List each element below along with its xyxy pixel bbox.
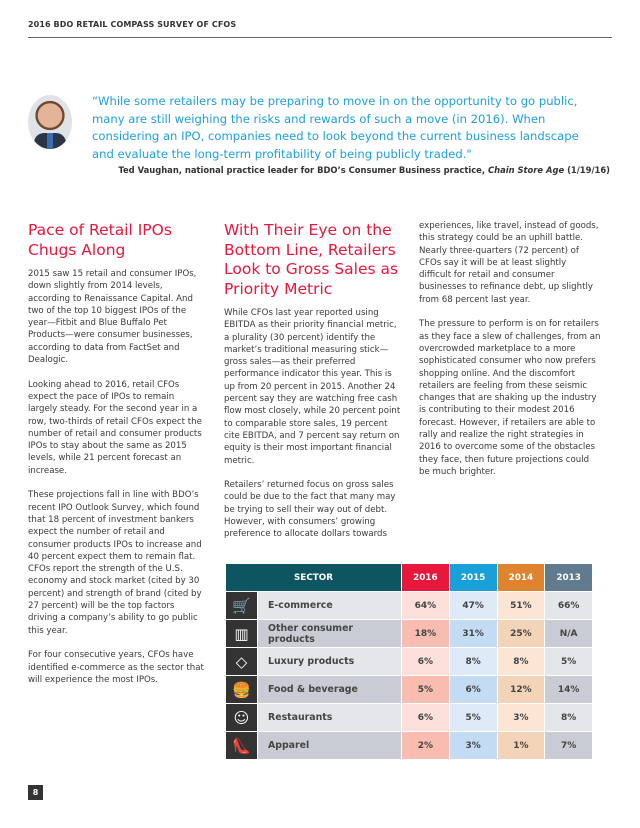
burger-drink-icon: 🍔 xyxy=(226,676,257,703)
value-2014: 3% xyxy=(498,704,545,731)
table-row xyxy=(226,648,592,675)
section-heading: Pace of Retail IPOs Chugs Along xyxy=(28,221,172,259)
column-ipos xyxy=(28,221,206,698)
speaker-photo xyxy=(28,95,72,149)
barcode-icon: ▥ xyxy=(226,620,257,647)
value-2015: 3% xyxy=(450,732,497,759)
sector-name: Restaurants xyxy=(258,704,401,731)
value-2014: 1% xyxy=(498,732,545,759)
value-2016: 18% xyxy=(402,620,449,647)
table-row xyxy=(226,592,592,619)
value-2014: 51% xyxy=(498,592,545,619)
paragraph: The pressure to perform is on for retailers as they face a slew of challenges, from an overcrowded marketplace to a more sophisticated consumer who now prefers shopping online. And the discomfort retailers are feeling from these seismic changes that are shaking up the industry is contributing to their modest 2016 forecast. However, if retailers are able to rally and realize the right strategies in 2016 to overcome some of the obstacles they face, then future projections could be much brighter. xyxy=(419,319,601,477)
paragraph: experiences, like travel, instead of goods, this strategy could be an uphill battle. Nearly three-quarters (72 percent) of CFOs say it will be at least slightly difficult for retail and consumer businesses to refinance debt, up slightly from 68 percent last year. xyxy=(419,221,599,305)
paragraph: 2015 saw 15 retail and consumer IPOs, down slightly from 2014 levels, according to Renaissance Capital. And two of the top 10 biggest IPOs of the year—Fitbit and Blue Buffalo Pet Products—were consumer businesses, according to data from FactSet and Dealogic. xyxy=(28,269,197,366)
value-2016: 2% xyxy=(402,732,449,759)
paragraph: Looking ahead to 2016, retail CFOs expect the pace of IPOs to remain largely steady. For the second year in a row, two-thirds of retail CFOs expect the number of retail and consumer products IPOs to stay about the same as 2015 levels, while 21 percent forecast an increase. xyxy=(28,379,202,476)
running-header: 2016 BDO RETAIL COMPASS SURVEY OF CFOS xyxy=(28,20,237,29)
paragraph: While CFOs last year reported using EBITDA as their priority financial metric, a plurality (30 percent) identify the market’s traditional measuring stick—gross sales—as their preferred performance indicator this year. This is up from 20 percent in 2015. Another 24 percent say they are watching free cash flow most closely, while 20 percent point to comparable store sales, 19 percent cite EBITDA, and 7 percent say return on equity is their most important financial metric. xyxy=(224,308,401,466)
sector-name: Apparel xyxy=(258,732,401,759)
shopping-cart-icon: 🛒 xyxy=(226,592,257,619)
paragraph: These projections fall in line with BDO’s recent IPO Outlook Survey, which found that 18 percent of investment bankers expect the number of retail and consumer products IPOs to increase and 40 percent expect them to remain flat. CFOs report the strength of the U.S. economy and stock market (cited by 30 percent) and strength of brand (cited by 27 percent) will be the top factors driving a company’s ability to go public this year. xyxy=(28,490,202,636)
diamond-icon: ◇ xyxy=(226,648,257,675)
paragraph: For four consecutive years, CFOs have identified e-commerce as the sector that will experience the most IPOs. xyxy=(28,650,204,685)
section-heading: With Their Eye on the Bottom Line, Retailers Look to Gross Sales as Priority Metric xyxy=(224,221,399,298)
sector-name: E-commerce xyxy=(258,592,401,619)
value-2016: 64% xyxy=(402,592,449,619)
sector-name: Luxury products xyxy=(258,648,401,675)
value-2013: 5% xyxy=(545,648,592,675)
value-2013: 66% xyxy=(545,592,592,619)
pull-quote: “While some retailers may be preparing to move in on the opportunity to go public, many are still weighing the risks and rewards of such a move (in 2016). When considering an IPO, companies need to look beyond the current business landscape and evaluate the long-term profitability of being publicly traded." xyxy=(92,94,579,161)
value-2015: 47% xyxy=(450,592,497,619)
column-continued xyxy=(419,220,601,491)
value-2013: 7% xyxy=(545,732,592,759)
value-2016: 5% xyxy=(402,676,449,703)
chef-icon: ☺ xyxy=(226,704,257,731)
column-header-2016: 2016 xyxy=(402,564,449,591)
sector-name: Other consumer products xyxy=(258,620,401,647)
value-2014: 8% xyxy=(498,648,545,675)
column-metrics xyxy=(224,221,404,553)
value-2015: 8% xyxy=(450,648,497,675)
value-2013: 8% xyxy=(545,704,592,731)
table-row xyxy=(226,676,592,703)
column-header-2015: 2015 xyxy=(450,564,497,591)
column-header-2014: 2014 xyxy=(498,564,545,591)
table-row xyxy=(226,704,592,731)
high-heel-icon: 👠 xyxy=(226,732,257,759)
header-divider xyxy=(28,37,612,38)
column-header-2013: 2013 xyxy=(545,564,592,591)
sector-name: Food & beverage xyxy=(258,676,401,703)
value-2015: 6% xyxy=(450,676,497,703)
paragraph: Retailers’ returned focus on gross sales could be due to the fact that many may be trying to sell their way out of debt. However, with consumers’ growing preference to allocate dollars towards xyxy=(224,480,396,540)
value-2015: 5% xyxy=(450,704,497,731)
value-2013: N/A xyxy=(545,620,592,647)
column-header-sector: SECTOR xyxy=(226,564,401,591)
value-2015: 31% xyxy=(450,620,497,647)
value-2016: 6% xyxy=(402,648,449,675)
value-2014: 12% xyxy=(498,676,545,703)
value-2013: 14% xyxy=(545,676,592,703)
table-row xyxy=(226,620,592,647)
table-row xyxy=(226,732,592,759)
value-2014: 25% xyxy=(498,620,545,647)
quote-attribution: Ted Vaughan, national practice leader for BDO’s Consumer Business practice, Chain Store Age (1/19/16) xyxy=(118,165,610,175)
value-2016: 6% xyxy=(402,704,449,731)
page-number: 8 xyxy=(28,785,43,800)
sector-ipo-table xyxy=(225,563,593,760)
